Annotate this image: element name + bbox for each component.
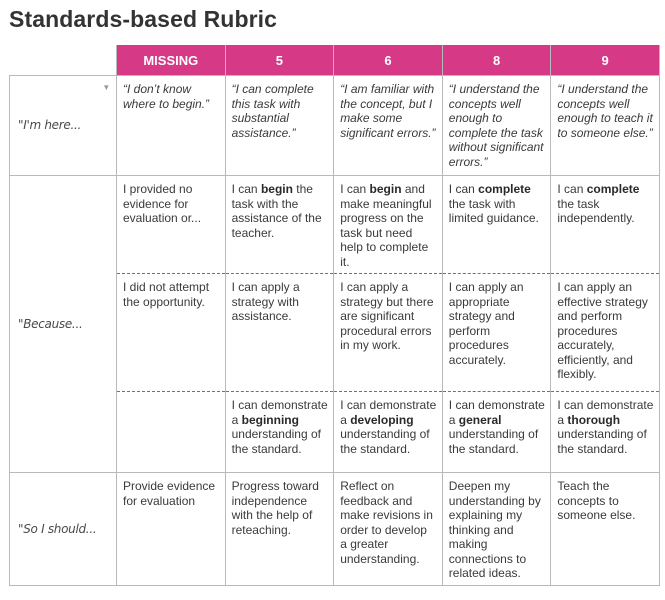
cell-should-6: Reflect on feedback and make revisions in order to develop a greater understanding.: [334, 473, 443, 586]
cell-should-8: Deepen my understanding by explaining my thinking and making connections to related ideas.: [442, 473, 551, 586]
row-label-so-i-should: "So I should...: [10, 473, 117, 586]
cell-because-strategy-6: I can apply a strategy but there are significant procedural errors in my work.: [334, 274, 443, 392]
row-label-because: "Because...: [10, 176, 117, 473]
cell-here-missing: “I don’t know where to begin.”: [117, 76, 226, 176]
cell-here-9: “I understand the concepts well enough to teach it to someone else.”: [551, 76, 660, 176]
header-level-6: 6: [334, 46, 443, 76]
cell-because-understanding-9: I can demonstrate a thorough understanding of the standard.: [551, 392, 660, 473]
cell-here-6: “I am familiar with the concept, but I make some significant errors.”: [334, 76, 443, 176]
rubric-table: [9, 45, 660, 586]
cell-because-understanding-missing: [117, 392, 226, 473]
row-so-i-should: [10, 473, 660, 586]
cell-because-task-missing: I provided no evidence for evaluation or...: [117, 176, 226, 274]
cell-because-task-6: I can begin and make meaningful progress on the task but need help to complete it.: [334, 176, 443, 274]
header-level-8: 8: [442, 46, 551, 76]
header-level-5: 5: [225, 46, 334, 76]
cell-because-strategy-9: I can apply an effective strategy and perform procedures accurately, efficiently, and flexibly.: [551, 274, 660, 392]
header-missing: MISSING: [117, 46, 226, 76]
row-im-here: [10, 76, 660, 176]
header-corner: [10, 46, 117, 76]
cell-because-task-5: I can begin the task with the assistance of the teacher.: [225, 176, 334, 274]
row-label-text: "I'm here...: [18, 118, 82, 133]
header-level-9: 9: [551, 46, 660, 76]
cell-because-understanding-5: I can demonstrate a beginning understanding of the standard.: [225, 392, 334, 473]
cell-because-understanding-8: I can demonstrate a general understanding of the standard.: [442, 392, 551, 473]
cell-here-5: “I can complete this task with substantial assistance.”: [225, 76, 334, 176]
chevron-down-icon[interactable]: ▼: [102, 83, 110, 92]
row-because-task: [10, 176, 660, 274]
cell-because-understanding-6: I can demonstrate a developing understanding of the standard.: [334, 392, 443, 473]
cell-because-strategy-5: I can apply a strategy with assistance.: [225, 274, 334, 392]
cell-should-5: Progress toward independence with the help of reteaching.: [225, 473, 334, 586]
row-label-im-here: [10, 76, 117, 176]
cell-because-strategy-8: I can apply an appropriate strategy and perform procedures accurately.: [442, 274, 551, 392]
cell-because-strategy-missing: I did not attempt the opportunity.: [117, 274, 226, 392]
page-title: Standards-based Rubric: [9, 6, 278, 32]
cell-here-8: “I understand the concepts well enough to complete the task without significant errors.”: [442, 76, 551, 176]
header-row: [10, 46, 660, 76]
cell-should-missing: Provide evidence for evaluation: [117, 473, 226, 586]
cell-because-task-9: I can complete the task independently.: [551, 176, 660, 274]
cell-because-task-8: I can complete the task with limited guidance.: [442, 176, 551, 274]
cell-should-9: Teach the concepts to someone else.: [551, 473, 660, 586]
